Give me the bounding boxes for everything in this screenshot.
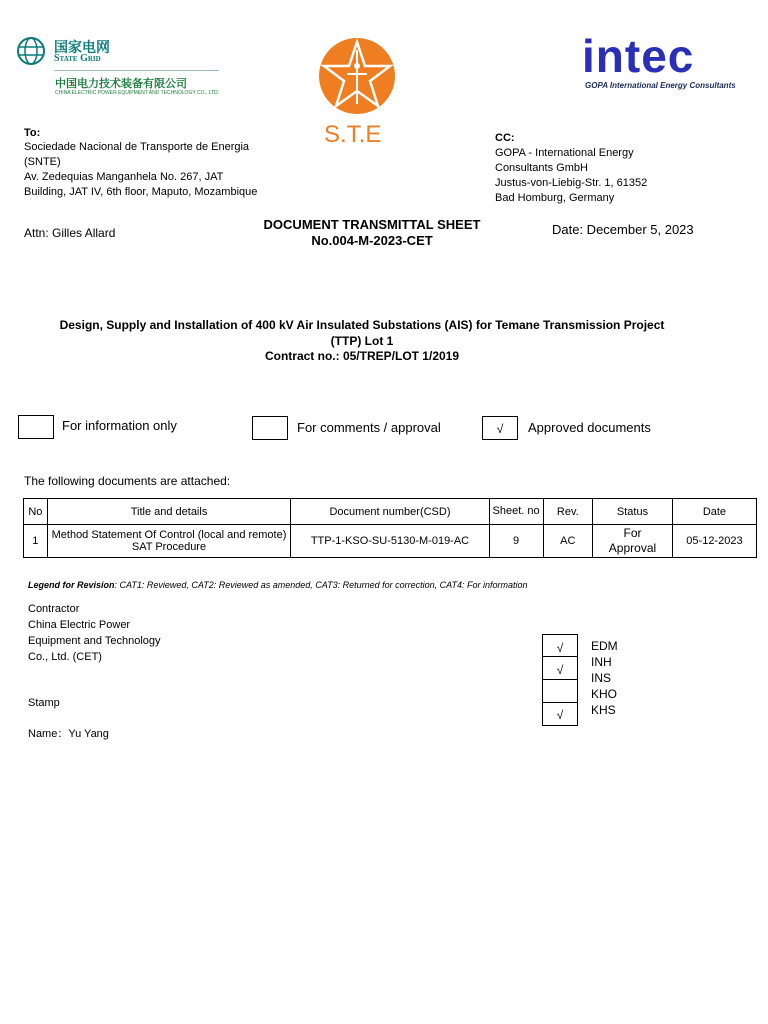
- to-line: Building, JAT IV, 6th floor, Maputo, Mozambique: [24, 186, 258, 198]
- label-information-only: For information only: [62, 418, 177, 433]
- cc-line: Bad Homburg, Germany: [495, 192, 615, 204]
- to-label: To:: [24, 127, 41, 139]
- contractor-name: Name：Yu Yang: [28, 728, 109, 740]
- ste-emblem-icon: [314, 36, 400, 116]
- contractor-line: Equipment and Technology: [28, 635, 161, 647]
- attn: Attn: Gilles Allard: [24, 226, 116, 240]
- distribution-code: KHO: [591, 687, 618, 701]
- distribution-code: INS: [591, 671, 612, 685]
- ste-logo: [314, 36, 400, 121]
- cc-line: Consultants GmbH: [495, 162, 588, 174]
- sheet-title-block: [222, 217, 522, 249]
- checkbox-information-only[interactable]: [18, 415, 54, 439]
- header-cell: Rev.: [543, 499, 593, 525]
- checkbox-comments-approval[interactable]: [252, 416, 288, 440]
- to-line: (SNTE): [24, 156, 61, 168]
- label-comments-approval: For comments / approval: [297, 420, 441, 435]
- legend: [28, 580, 528, 590]
- table-cell: 05-12-2023: [672, 525, 756, 558]
- table-cell: For Approval: [593, 525, 673, 558]
- contractor-line: Contractor: [28, 603, 80, 615]
- distribution-codes: [591, 638, 618, 718]
- table-header-row: [24, 499, 757, 525]
- checkbox-inh[interactable]: √: [542, 656, 578, 680]
- state-grid-globe-icon: [16, 36, 46, 66]
- sheet-number: No.004-M-2023-CET: [311, 233, 433, 248]
- header-cell: No: [24, 499, 48, 525]
- header-cell: Sheet. no: [489, 499, 543, 525]
- ste-label: S.T.E: [324, 121, 382, 148]
- cc-address: [495, 146, 735, 206]
- project-line3: Contract no.: 05/TREP/LOT 1/2019: [264, 349, 460, 363]
- distribution-code: KHS: [591, 703, 616, 717]
- checkbox-approved-documents[interactable]: √: [482, 416, 518, 440]
- to-line: Sociedade Nacional de Transporte de Energia: [24, 141, 250, 153]
- state-grid-cn: 国家电网: [54, 40, 110, 56]
- contractor-block: [28, 601, 161, 665]
- cet-en: CHINA ELECTRIC POWER EQUIPMENT AND TECHNOLOGY CO., LTD.: [55, 90, 220, 96]
- cet-cn: 中国电力技术装备有限公司: [55, 77, 187, 90]
- header-cell: Status: [593, 499, 673, 525]
- header-cell: Title and details: [47, 499, 291, 525]
- date: Date: December 5, 2023: [552, 222, 694, 237]
- distribution-code: EDM: [591, 639, 618, 653]
- attached-text: The following documents are attached:: [24, 474, 231, 488]
- header-cell: Document number(CSD): [291, 499, 489, 525]
- logo-divider: [54, 70, 219, 71]
- project-line2: (TTP) Lot 1: [330, 333, 394, 348]
- header-cell: Date: [672, 499, 756, 525]
- to-line: Av. Zedequias Manganhela No. 267, JAT: [24, 171, 224, 183]
- table-cell: Method Statement Of Control (local and remote) SAT Procedure: [47, 525, 291, 558]
- project-block: [24, 318, 700, 365]
- to-address: [24, 140, 314, 200]
- documents-table: [23, 498, 757, 558]
- table-cell: TTP-1-KSO-SU-5130-M-019-AC: [291, 525, 489, 558]
- state-grid-en: State Grid: [54, 53, 101, 64]
- cc-line: Justus-von-Liebig-Str. 1, 61352: [495, 177, 648, 189]
- contractor-line: China Electric Power: [28, 619, 131, 631]
- label-approved-documents: Approved documents: [528, 420, 651, 435]
- table-cell: 1: [24, 525, 48, 558]
- cc-line: GOPA - International Energy: [495, 147, 634, 159]
- legend-text: : CAT1: Reviewed, CAT2: Reviewed as amended, CAT3: Returned for correction, CAT4: For information: [114, 580, 528, 590]
- checkbox-ins[interactable]: [542, 679, 578, 703]
- checkbox-khs[interactable]: √: [542, 702, 578, 726]
- checkbox-edm[interactable]: √: [542, 634, 578, 658]
- project-line1: Design, Supply and Installation of 400 kV Air Insulated Substations (AIS) for Temane Transmission Project: [59, 318, 665, 332]
- intec-subtitle: GOPA International Energy Consultants: [585, 81, 736, 90]
- table-cell: AC: [543, 525, 593, 558]
- table-row: [24, 525, 757, 558]
- table-cell: 9: [489, 525, 543, 558]
- cc-label: CC:: [495, 132, 515, 144]
- distribution-code: INH: [591, 655, 612, 669]
- contractor-line: Co., Ltd. (CET): [28, 651, 102, 663]
- legend-label: Legend for Revision: [28, 580, 115, 590]
- stamp-label: Stamp: [28, 697, 60, 709]
- intec-logo-text: intec: [582, 30, 695, 82]
- sheet-title: DOCUMENT TRANSMITTAL SHEET: [263, 217, 481, 232]
